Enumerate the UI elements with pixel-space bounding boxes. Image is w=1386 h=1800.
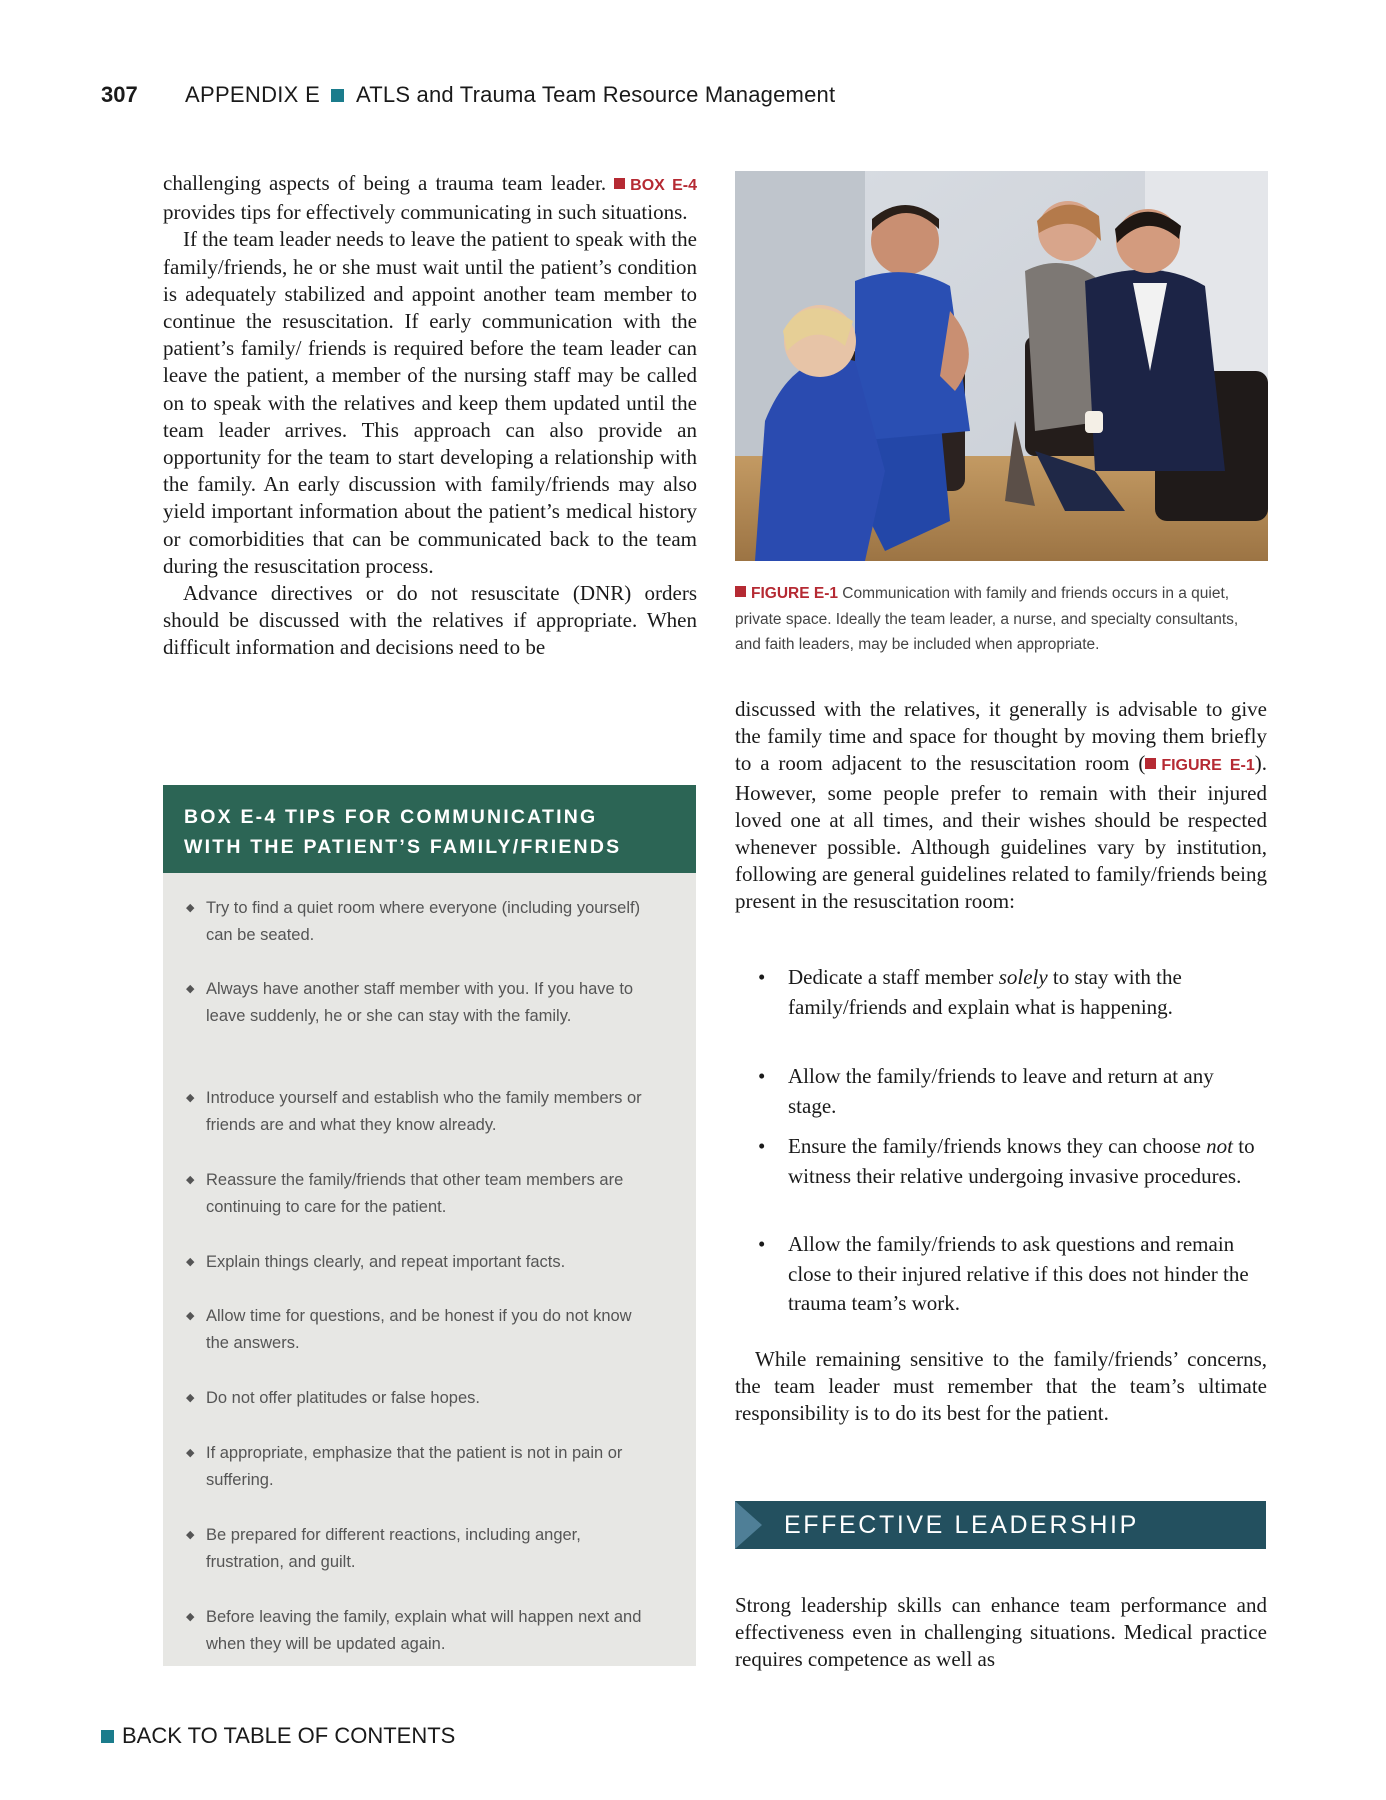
paragraph: If the team leader needs to leave the patient to speak with the family/friends, he or she must wait until the patient’s condition is adequately stabilized and appoint another team member to continue the resuscitation. If early communication with the patient’s family/ friends is required before the team leader can leave the patient, a member of the nursing staff may be called on to speak with the relatives and keep them updated until the team leader arrives. This approach can also provide an opportunity for the team to start developing a relationship with the family. An early discussion with family/friends may also yield important information about the patient’s medical history or comorbidities that can be communicated back to the team during the resuscitation process. [163,227,697,578]
bullet-icon: • [758,1064,766,1088]
bullet-icon: ◆ [186,1611,195,1623]
list-item: ◆ Do not offer platitudes or false hopes. [183,1385,653,1412]
box-reference-link[interactable]: BOX E-4 [614,177,697,194]
bullet-icon: • [758,1232,766,1256]
right-column-leadership [735,1592,1267,1674]
bullet-icon: ◆ [186,1256,195,1268]
list-item: ◆ Explain things clearly, and repeat important facts. [183,1249,653,1276]
paragraph: Advance directives or do not resuscitate (DNR) orders should be discussed with the relatives if appropriate. When difficult information and decisions need to be [163,581,697,660]
square-icon [614,178,625,189]
list-item: ◆ Be prepared for different reactions, including anger, frustration, and guilt. [183,1522,653,1576]
back-to-toc-link[interactable]: BACK TO TABLE OF CONTENTS [101,1723,455,1749]
chapter-title: ATLS and Trauma Team Resource Management [356,82,836,107]
bullet-icon: ◆ [186,1392,195,1404]
page-number: 307 [101,82,138,107]
square-icon [1145,758,1156,769]
list-item: • Ensure the family/friends knows they can choose not to witness their relative undergoing invasive procedures. [758,1132,1263,1191]
list-item: • Allow the family/friends to ask questions and remain close to their injured relative if this does not hinder the trauma team’s work. [758,1230,1263,1319]
box-title-line: WITH THE PATIENT’S FAMILY/FRIENDS [184,835,622,858]
bullet-icon: ◆ [186,902,195,914]
figure-caption: FIGURE E-1 Communication with family and friends occurs in a quiet, private space. Ideally the team leader, a nurse, and specialty consultants, and faith leaders, may be included when appropriate. [735,585,1239,653]
appendix-label: APPENDIX E [185,82,321,107]
running-header [101,78,835,112]
left-column [163,170,697,662]
bullet-icon: • [758,965,766,989]
list-item: • Allow the family/friends to leave and return at any stage. [758,1062,1263,1121]
box-title-line: BOX E-4 TIPS FOR COMMUNICATING [184,806,598,828]
footer-square-icon [101,1730,114,1743]
figure-reference-link[interactable]: FIGURE E-1 [1145,757,1254,774]
list-item: • Dedicate a staff member solely to stay with the family/friends and explain what is happening. [758,963,1263,1022]
bullet-icon: ◆ [186,1310,195,1322]
bullet-icon: ◆ [186,1174,195,1186]
figure-photo [735,171,1268,561]
section-title: EFFECTIVE LEADERSHIP [784,1511,1139,1539]
figure-label: FIGURE E-1 [735,585,838,602]
section-banner [735,1501,1266,1549]
right-column-closing [735,1346,1267,1428]
box-body [163,873,696,1666]
meeting-photo-illustration [735,171,1268,561]
list-item: ◆ Allow time for questions, and be honest if you do not know the answers. [183,1303,653,1357]
bullet-icon: ◆ [186,1447,195,1459]
paragraph: discussed with the relatives, it generally is advisable to give the family time and space for thought by moving them briefly to a room adjacent to the resuscitation room ( FIGURE E-1). However, some people prefer to remain with their injured loved one at all times, and their wishes should be respected whenever possible. Although guidelines vary by institution, following are general guidelines related to family/friends being present in the resuscitation room: [735,697,1267,914]
arrow-icon [735,1501,762,1549]
paragraph: Strong leadership skills can enhance team performance and effectiveness even in challenging situations. Medical practice requires competence as well as [735,1593,1267,1672]
list-item: ◆ Introduce yourself and establish who the family members or friends are and what they know already. [183,1085,653,1139]
box-header [163,785,696,873]
list-item: ◆ If appropriate, emphasize that the patient is not in pain or suffering. [183,1440,653,1494]
list-item: ◆ Reassure the family/friends that other team members are continuing to care for the patient. [183,1167,653,1221]
bullet-icon: ◆ [186,1092,195,1104]
list-item: ◆ Try to find a quiet room where everyone (including yourself) can be seated. [183,895,653,949]
header-square-icon [331,89,344,102]
square-icon [735,586,746,597]
bullet-icon: • [758,1134,766,1158]
right-column-intro [735,696,1267,916]
bullet-icon: ◆ [186,983,195,995]
bullet-icon: ◆ [186,1529,195,1541]
list-item: ◆ Before leaving the family, explain what will happen next and when they will be updated again. [183,1604,653,1658]
paragraph: While remaining sensitive to the family/friends’ concerns, the team leader must remember that the team’s ultimate responsibility is to do its best for the patient. [735,1347,1267,1426]
paragraph: challenging aspects of being a trauma team leader. BOX E-4 provides tips for effectively communicating in such situations. [163,171,697,225]
list-item: ◆ Always have another staff member with you. If you have to leave suddenly, he or she can stay with the family. [183,976,653,1030]
